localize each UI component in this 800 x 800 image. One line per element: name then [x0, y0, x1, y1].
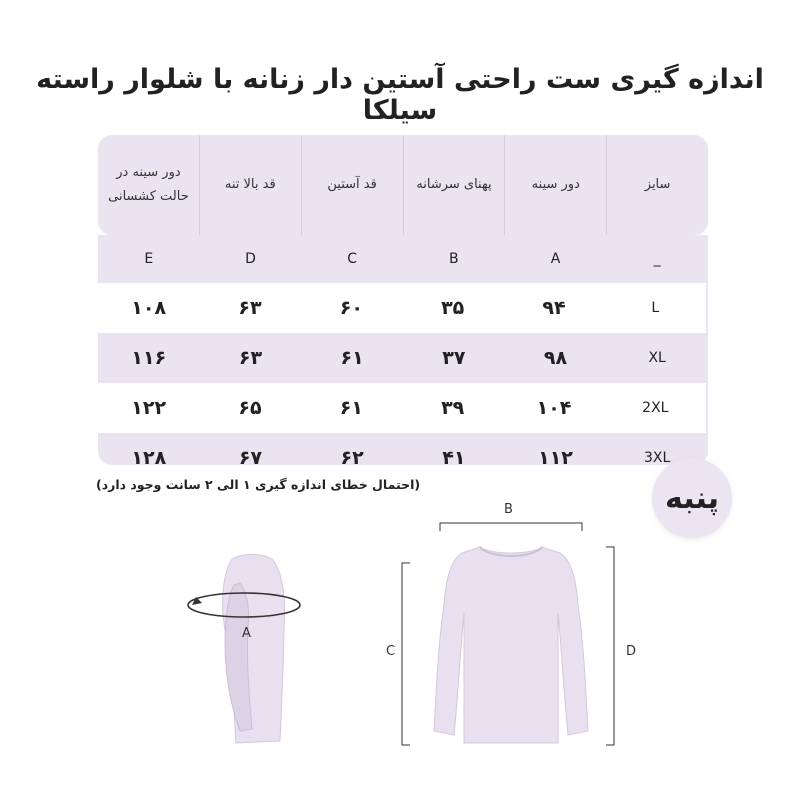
header-chest-stretched: دور سینه در حالت کشسانی — [108, 165, 189, 204]
table-cell: ۶۷ — [238, 447, 263, 469]
size-cell: 2XL — [642, 400, 669, 416]
table-cell: ۹۴ — [542, 297, 566, 319]
header-chest: دور سینه — [504, 135, 606, 235]
dimension-line-c — [402, 563, 410, 745]
size-cell: 3XL — [644, 450, 671, 466]
front-view-diagram — [380, 495, 650, 760]
table-cell: ۳۷ — [442, 347, 466, 369]
page-title: اندازه گیری ست راحتی آستین دار زنانه با شلوار راسته سیلکا — [36, 64, 764, 126]
front-shirt-shape — [434, 547, 588, 743]
letter-cell: A — [550, 251, 561, 267]
header-shoulder-width: پهنای سرشانه — [403, 135, 505, 235]
table-cell: ۱۲۲ — [131, 397, 167, 419]
label-c: C — [386, 644, 396, 659]
table-cell: ۶۲ — [340, 447, 364, 469]
table-cell: ۳۹ — [441, 397, 465, 419]
size-cell: L — [651, 300, 660, 316]
header-size: سایز — [606, 135, 708, 235]
label-b: B — [504, 502, 513, 517]
table-cell: ۱۰۴ — [536, 397, 572, 419]
table-cell: ۱۲۸ — [131, 447, 167, 469]
side-view-diagram — [180, 545, 320, 765]
table-header — [98, 135, 708, 235]
table-cell: ۶۳ — [238, 347, 263, 369]
size-cell: XL — [648, 350, 666, 366]
table-cell: ۳۵ — [441, 297, 465, 319]
table-body — [98, 235, 708, 469]
header-sleeve-length: قد آستین — [301, 135, 403, 235]
measurement-error-note: (احتمال خطای اندازه گیری ۱ الی ۲ سانت وجود دارد) — [96, 477, 421, 492]
table-row — [98, 283, 706, 333]
side-sleeve-shape — [225, 583, 252, 731]
table-cell: ۴۱ — [442, 447, 466, 469]
dimension-line-d — [606, 547, 614, 745]
table-cell: ۶۵ — [238, 397, 262, 419]
letter-cell: _ — [653, 251, 661, 267]
table-cell: ۱۱۲ — [538, 447, 573, 469]
letter-cell: B — [449, 251, 459, 267]
table-cell: ۶۰ — [339, 297, 363, 319]
table-cell: ۶۳ — [238, 297, 262, 319]
table-row — [98, 333, 708, 383]
header-torso-length: قد بالا تنه — [199, 135, 301, 235]
letter-cell: D — [245, 251, 256, 267]
table-row-letters — [98, 235, 708, 283]
table-cell: ۱۱۶ — [131, 347, 167, 369]
fabric-badge: پنبه — [652, 458, 732, 538]
table-row — [98, 433, 708, 483]
label-a: A — [242, 626, 251, 641]
table-cell: ۶۱ — [339, 397, 363, 419]
table-cell: ۶۱ — [340, 347, 364, 369]
letter-cell: C — [347, 251, 358, 267]
table-cell: ۹۸ — [543, 347, 568, 369]
table-cell: ۱۰۸ — [131, 297, 167, 319]
letter-cell: E — [144, 251, 154, 267]
table-row — [98, 383, 706, 433]
size-table — [98, 135, 708, 469]
dimension-line-b — [440, 523, 582, 531]
label-d: D — [626, 644, 637, 659]
